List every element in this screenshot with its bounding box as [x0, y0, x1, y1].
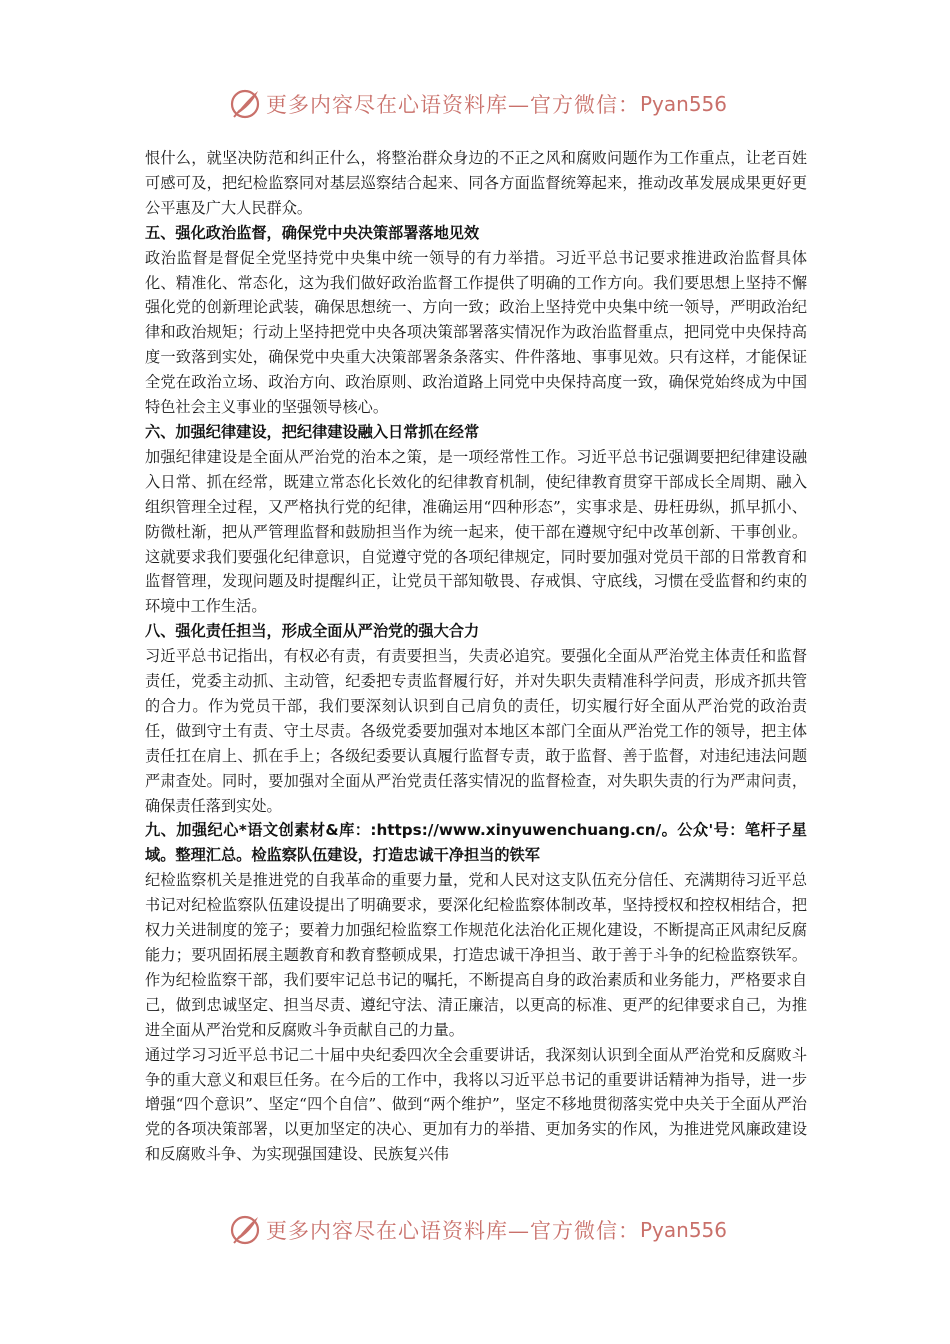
section-heading-8: 八、强化责任担当，形成全面从严治党的强大合力	[145, 622, 480, 641]
paragraph-team-building: 纪检监察机关是推进党的自我革命的重要力量，党和人民对这支队伍充分信任、充满期待习近平总书记对纪检监察队伍建设提出了明确要求，要深化纪检监察体制改革，坚持授权和控权相结合，把权力关进制度的笼子；要着力加强纪检监察工作规范化法治化正规化建设，不断提高正风肃纪反腐能力；要巩固拓展主题教育和教育整顿成果，打造忠诚干净担当、敢于善于斗争的纪检监察铁军。作为纪检监察干部，我们要牢记总书记的嘱托，不断提高自身的政治素质和业务能力，严格要求自己，做到忠诚坚定、担当尽责、遵纪守法、清正廉洁，以更高的标准、更严的纪律要求自己，为推进全面从严治党和反腐败斗争贡献自己的力量。	[145, 871, 807, 1039]
section-heading-6: 六、加强纪律建设，把纪律建设融入日常抓在经常	[145, 422, 480, 441]
banner-wechat-label: 官方微信：	[530, 1219, 640, 1243]
section-heading-9: 九、加强纪心*语文创素材&库：:https://www.xinyuwenchuang.cn/。公众'号：笔杆子星域。整理汇总。检监察队伍建设，打造忠诚干净担当的铁军	[145, 821, 807, 865]
footer-banner	[228, 1210, 728, 1250]
paragraph-conclusion: 通过学习习近平总书记二十届中央纪委四次全会重要讲话，我深刻认识到全面从严治党和反腐败斗争的重大意义和艰巨任务。在今后的工作中，我将以习近平总书记的重要讲话精神为指导，进一步增强“四个意识”、坚定“四个自信”、做到“两个维护”，坚定不移地贯彻落实党中央关于全面从严治党的各项决策部署，以更加坚定的决心、更加有力的举措、更加务实的作风，为推进党风廉政建设和反腐败斗争、为实现强国建设、民族复兴伟	[145, 1045, 807, 1164]
banner-wechat-label: 官方微信：	[530, 93, 640, 117]
feather-pen-logo-icon	[228, 87, 262, 121]
paragraph-continued: 恨什么，就坚决防范和纠正什么，将整治群众身边的不正之风和腐败问题作为工作重点，让老百姓可感可及，把纪检监察同对基层巡察结合起来、同各方面监督统筹起来，推动改革发展成果更好更公平惠及广大人民群众。	[145, 149, 807, 217]
article-body	[145, 146, 807, 1167]
banner-brand-text: 更多内容尽在心语资料库—	[266, 93, 530, 117]
header-banner	[228, 84, 728, 124]
feather-pen-logo-icon	[228, 1213, 262, 1247]
banner-wechat-id: Pyan556	[640, 92, 728, 116]
banner-brand-text: 更多内容尽在心语资料库—	[266, 1219, 530, 1243]
banner-wechat-id: Pyan556	[640, 1218, 728, 1242]
paragraph-political-supervision: 政治监督是督促全党坚持党中央集中统一领导的有力举措。习近平总书记要求推进政治监督具体化、精准化、常态化，这为我们做好政治监督工作提供了明确的工作方向。我们要思想上坚持不懈强化党的创新理论武装，确保思想统一、方向一致；政治上坚持党中央集中统一领导，严明政治纪律和政治规矩；行动上坚持把党中央各项决策部署落实情况作为政治监督重点，把同党中央保持高度一致落到实处，确保党中央重大决策部署条条落实、件件落地、事事见效。只有这样，才能保证全党在政治立场、政治方向、政治原则、政治道路上同党中央保持高度一致，确保党始终成为中国特色社会主义事业的坚强领导核心。	[145, 248, 807, 417]
paragraph-discipline-building: 加强纪律建设是全面从严治党的治本之策，是一项经常性工作。习近平总书记强调要把纪律建设融入日常、抓在经常，既建立常态化长效化的纪律教育机制，使纪律教育贯穿干部成长全周期、融入组织管理全过程，又严格执行党的纪律，准确运用“四种形态”，实事求是、毋枉毋纵，抓早抓小、防微杜渐，把从严管理监督和鼓励担当作为统一起来，使干部在遵规守纪中改革创新、干事创业。这就要求我们要强化纪律意识，自觉遵守党的各项纪律规定，同时要加强对党员干部的日常教育和监督管理，发现问题及时提醒纠正，让党员干部知敬畏、存戒惧、守底线，习惯在受监督和约束的环境中工作生活。	[145, 447, 807, 616]
paragraph-responsibility: 习近平总书记指出，有权必有责，有责要担当，失责必追究。要强化全面从严治党主体责任和监督责任，党委主动抓、主动管，纪委把专责监督履行好，并对失职失责精准科学问责，形成齐抓共管的合力。作为党员干部，我们要深刻认识到自己肩负的责任，切实履行好全面从严治党的政治责任，做到守土有责、守土尽责。各级党委要加强对本地区本部门全面从严治党工作的领导，把主体责任扛在肩上、抓在手上；各级纪委要认真履行监督专责，敢于监督、善于监督，对违纪违法问题严肃查处。同时，要加强对全面从严治党责任落实情况的监督检查，对失职失责的行为严肃问责，确保责任落到实处。	[145, 647, 807, 815]
section-heading-5: 五、强化政治监督，确保党中央决策部署落地见效	[145, 223, 480, 242]
